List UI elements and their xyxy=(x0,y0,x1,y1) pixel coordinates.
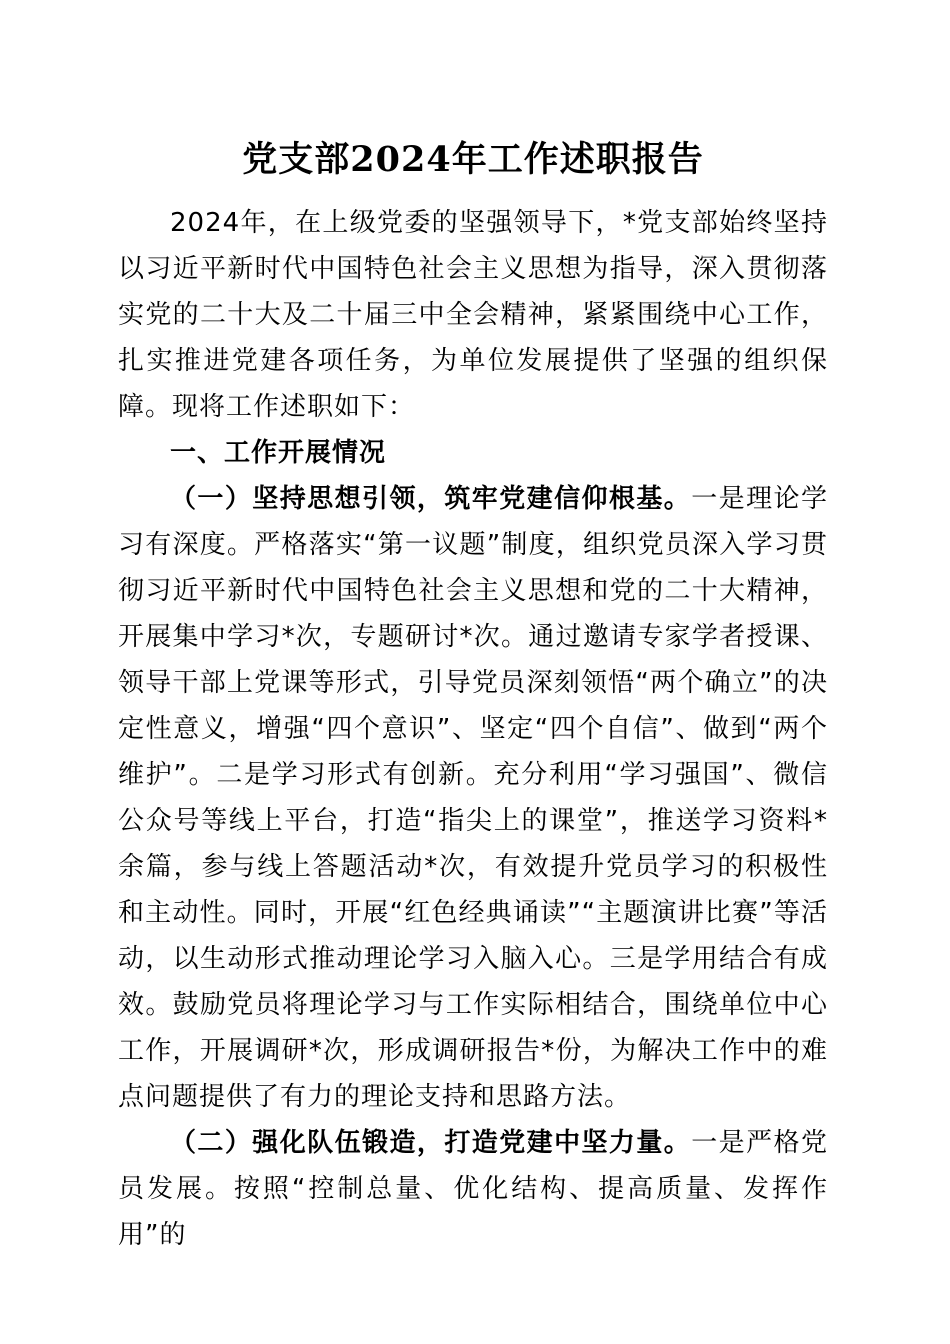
subsection-2-paragraph xyxy=(118,1120,828,1258)
document-body xyxy=(118,130,828,1258)
intro-paragraph: 2024年，在上级党委的坚强领导下，*党支部始终坚持以习近平新时代中国特色社会主义思想为指导，深入贯彻落实党的二十大及二十届三中全会精神，紧紧围绕中心工作，扎实推进党建各项任务，为单位发展提供了坚强的组织保障。现将工作述职如下： xyxy=(118,208,828,422)
subsection-1-paragraph xyxy=(118,476,828,1120)
document-title: 党支部2024年工作述职报告 xyxy=(242,139,704,180)
subsection-2-body: 一是严格党员发展。按照“控制总量、优化结构、提高质量、发挥作用”的 xyxy=(118,1128,828,1250)
section-heading: 一、工作开展情况 xyxy=(170,438,387,468)
subsection-2-heading: （二）强化队伍锻造，打造党建中坚力量。 xyxy=(170,1128,692,1158)
subsection-1-body: 一是理论学习有深度。严格落实“第一议题”制度，组织党员深入学习贯彻习近平新时代中国特色社会主义思想和党的二十大精神，开展集中学习*次，专题研讨*次。通过邀请专家学者授课、领导干部上党课等形式，引导党员深刻领悟“两个确立”的决定性意义，增强“四个意识”、坚定“四个自信”、做到“两个维护”。二是学习形式有创新。充分利用“学习强国”、微信公众号等线上平台，打造“指尖上的课堂”，推送学习资料*余篇，参与线上答题活动*次，有效提升党员学习的积极性和主动性。同时，开展“红色经典诵读”“主题演讲比赛”等活动，以生动形式推动理论学习入脑入心。三是学用结合有成效。鼓励党员将理论学习与工作实际相结合，围绕单位中心工作，开展调研*次，形成调研报告*份，为解决工作中的难点问题提供了有力的理论支持和思路方法。 xyxy=(118,484,828,1112)
subsection-1-heading: （一）坚持思想引领，筑牢党建信仰根基。 xyxy=(170,484,692,514)
